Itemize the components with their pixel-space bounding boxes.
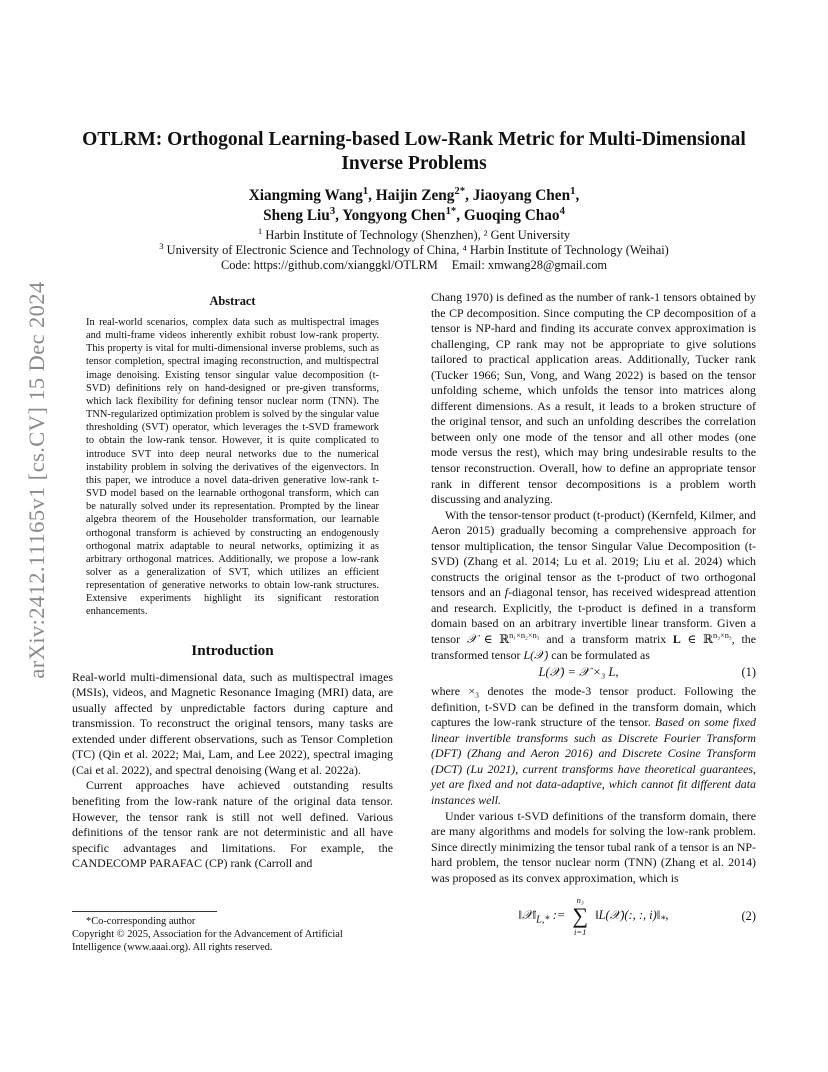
text-run: -diagonal tensor, has received widespread attention and research. Explicitly, the t-product is defined in a transform domain based on an arbitrary invertible linear transform. Given a tensor — [431, 585, 756, 647]
right-paragraph-1: Chang 1970) is defined as the number of rank-1 tensors obtained by the CP decomposition. Since computing the CP decomposition of a tensor is NP-hard and finding its accurate convex approximation is challenging, CP rank may not be appropriate to give solutions tailored to practical application areas. Additionally, Tucker rank (Tucker 1966; Sun, Vong, and Wang 2022) is based on the tensor unfolding scheme, which unfolds the tensor into matrices along different dimensions. As a result, it leads to a broken structure of the original tensor, and such an unfolding describes the correlation between only one mode of the tensor and all other modes (one mode versus the rest), which may bring undesirable results to the tensor reconstruction. Overall, how to define an appropriate tensor rank in different tensor decompositions is a problem worth discussing and analyzing. — [431, 290, 756, 507]
equation-1-number: (1) — [741, 665, 756, 680]
affiliation-line-1: Harbin Institute of Technology (Shenzhen), ² Gent University — [265, 228, 571, 242]
author-name: Yongyong Chen — [342, 207, 446, 224]
author-mark: 4 — [559, 204, 565, 217]
text-run: , the transformed tensor — [431, 632, 756, 662]
equation-2 — [431, 890, 756, 942]
right-paragraph-4: Under various t-SVD definitions of the transform domain, there are many algorithms and models for solving the low-rank problem. Since directly minimizing the tensor tubal rank of a tensor is an NP-hard problem, the tensor nuclear norm (TNN) (Zhang et al. 2014) was proposed as its convex approximation, which is — [431, 808, 756, 885]
sum-symbol: n₃ ∑ i=1 — [572, 895, 589, 938]
copyright-notice: Copyright © 2025, Association for the Advancement of Artificial Intelligence (www.aaai.org). All rights reserved. — [72, 929, 343, 953]
right-paragraph-2 — [431, 508, 756, 663]
intro-paragraph-1: Real-world multi-dimensional data, such as multispectral images (MSIs), videos, and Magnetic Resonance Imaging (MRI) data, are usually affected by unpredictable factors during capture and transmission. To reconstruct the original tensors, many tasks are extended under different observations, such as Tensor Completion (TC) (Qin et al. 2022; Mai, Lam, and Lee 2022), spectral imaging (Cai et al. 2022), and spectral denoising (Wang et al. 2022a). — [72, 669, 393, 777]
arxiv-stamp — [22, 281, 52, 679]
author-mark: 3 — [329, 204, 336, 217]
abstract-heading: Abstract — [209, 294, 256, 308]
sum-upper-limit: n₃ — [576, 895, 584, 906]
author-name: Xiangming Wang — [248, 187, 363, 204]
text-run: can be formulated as — [551, 647, 650, 662]
author-mark: 2* — [454, 184, 466, 197]
title-line-2: Inverse Problems — [341, 153, 487, 174]
math-L: L — [672, 632, 681, 647]
author-list: Xiangming Wang$^1$, Haijin Zeng$^{2*}$, Jiaoyang Chen$^1$, Sheng Liu$^3$, Yongyong Chen$^{1*}$, Guoqing Chao$^4$ — [248, 184, 580, 224]
affiliations: $^1$ Harbin Institute of Technology (Shenzhen), ² Gent University $^3$ University of Electronic Science and Technology of China, ⁴ Harbin Institute of Technology (Weihai) Code: https://github.com/xianggkl/OTLRM Email: xmwang28@gmail.com — [159, 225, 669, 272]
italic-text-run: Based on some fixed linear invertible transforms such as Discrete Fourier Transform (DFT) (Zhang and Aeron 2016) and Discrete Cosine Transform (DCT) (Lu 2021), current transforms have theoretical guarantees, yet are fixed and not data-adaptive, which cannot fit different data instances well. — [431, 715, 756, 807]
math-in-R: ∈ ℝ — [483, 632, 510, 647]
equation-1 — [431, 665, 756, 680]
sum-lower-limit: i=1 — [573, 927, 587, 938]
paper-title — [72, 128, 756, 176]
footnote — [72, 911, 393, 954]
eq2-lhs: ‖𝒳‖ — [518, 908, 537, 923]
affiliation-line-2: University of Electronic Science and Technology of China, ⁴ Harbin Institute of Technology (Weihai) — [166, 243, 669, 257]
text-run: and a transform matrix — [546, 632, 667, 647]
math-dims: n₁×n₂×n₃ — [509, 631, 540, 641]
introduction-heading: Introduction — [191, 641, 274, 659]
author-name: Guoqing Chao — [463, 207, 560, 224]
title-line-1: OTLRM: Orthogonal Learning-based Low-Rank Metric for Multi-Dimensional — [82, 129, 746, 150]
eq2-rhs: ‖L(𝒳)(:, :, i)‖ — [595, 908, 661, 923]
text-run: where ×₃ denotes the mode-3 tensor product. Following the definition, t-SVD can be defined in the transform domain, which captures the low-rank structure of the tensor. — [431, 684, 756, 730]
math-X: 𝒳 — [466, 632, 477, 647]
arxiv-stamp-text: arXiv:2412.11165v1 [cs.CV] 15 Dec 2024 — [24, 281, 49, 679]
right-paragraph-3 — [431, 684, 756, 808]
equation-2-number: (2) — [741, 908, 756, 923]
eq2-rhs-sub: * — [660, 914, 666, 926]
eq2-def: := — [552, 908, 566, 923]
left-column — [72, 294, 393, 872]
intro-paragraph-2: Current approaches have achieved outstanding results benefiting from the low-rank nature of the original data tensor. However, the tensor rank is still not well defined. Various definitions of the tensor rank are not deterministic and all have specific advantages and limitations. For example, the CANDECOMP PARAFAC (CP) rank (Carroll and — [72, 778, 393, 871]
eq2-comma: , — [665, 908, 669, 923]
author-name: Sheng Liu — [263, 207, 330, 224]
eq2-lhs-sub: L,* — [536, 914, 550, 926]
abstract-text: In real-world scenarios, complex data such as multispectral images and multi-frame videos inherently exhibit robust low-rank property. This property is vital for multi-dimensional inverse problems, such as tensor completion, spectral imaging reconstruction, and multispectral image denoising. Existing tensor singular value decomposition (t-SVD) definitions rely on hand-designed or pre-given transforms, which lack flexibility for defining tensor nuclear norm (TNN). The TNN-regularized optimization problem is solved by the singular value thresholding (SVT) operator, which leverages the t-SVD framework to obtain the low-rank tensor. However, it is quite complicated to introduce SVT into deep neural networks due to the numerical instability problem in solving the derivatives of the eigenvectors. In this paper, we introduce a novel data-driven generative low-rank t-SVD model based on the learnable orthogonal transform, which can be naturally solved under its representation. Prompted by the linear algebra theorem of the Householder transformation, our learnable orthogonal transform is achieved by constructing an endogenously orthogonal matrix adaptable to neural networks, optimizing it as arbitrary orthogonal matrices. Additionally, we propose a low-rank solver as a generalization of SVT, which utilizes an efficient representation of generative networks to obtain low-rank structures. Extensive experiments highlight its significant restoration enhancements. — [86, 317, 379, 618]
author-name: Jiaoyang Chen — [472, 187, 571, 204]
email-link[interactable]: Email: xmwang28@gmail.com — [451, 258, 608, 272]
author-name: Haijin Zeng — [375, 187, 455, 204]
equation-2-body — [431, 895, 726, 937]
footnote-note: *Co-corresponding author — [86, 916, 196, 927]
author-mark: 1 — [362, 184, 369, 197]
math-dims: n₃×n₃ — [712, 631, 732, 641]
math-LX: L(𝒳) — [523, 647, 549, 662]
text-run: With the tensor-tensor product (t-product) (Kernfeld, Kilmer, and Aeron 2015) gradually becoming a comprehensive approach for tensor multiplication, the tensor Singular Value Decomposition (t-SVD) (Zhang et al. 2014; Lu et al. 2019; Liu et al. 2024) which constructs the original tensor as the t-product of two orthogonal tensors and an — [431, 507, 756, 600]
right-column — [431, 290, 756, 942]
author-mark: 1 — [570, 184, 576, 197]
footnote-rule — [72, 911, 217, 912]
author-mark: 1* — [445, 204, 457, 217]
equation-1-body: L(𝒳) = 𝒳 ×₃ L, — [538, 665, 619, 680]
math-in-R: ∈ ℝ — [687, 632, 713, 647]
code-link[interactable]: Code: https://github.com/xianggkl/OTLRM — [220, 258, 438, 272]
math-f: f — [504, 585, 509, 600]
